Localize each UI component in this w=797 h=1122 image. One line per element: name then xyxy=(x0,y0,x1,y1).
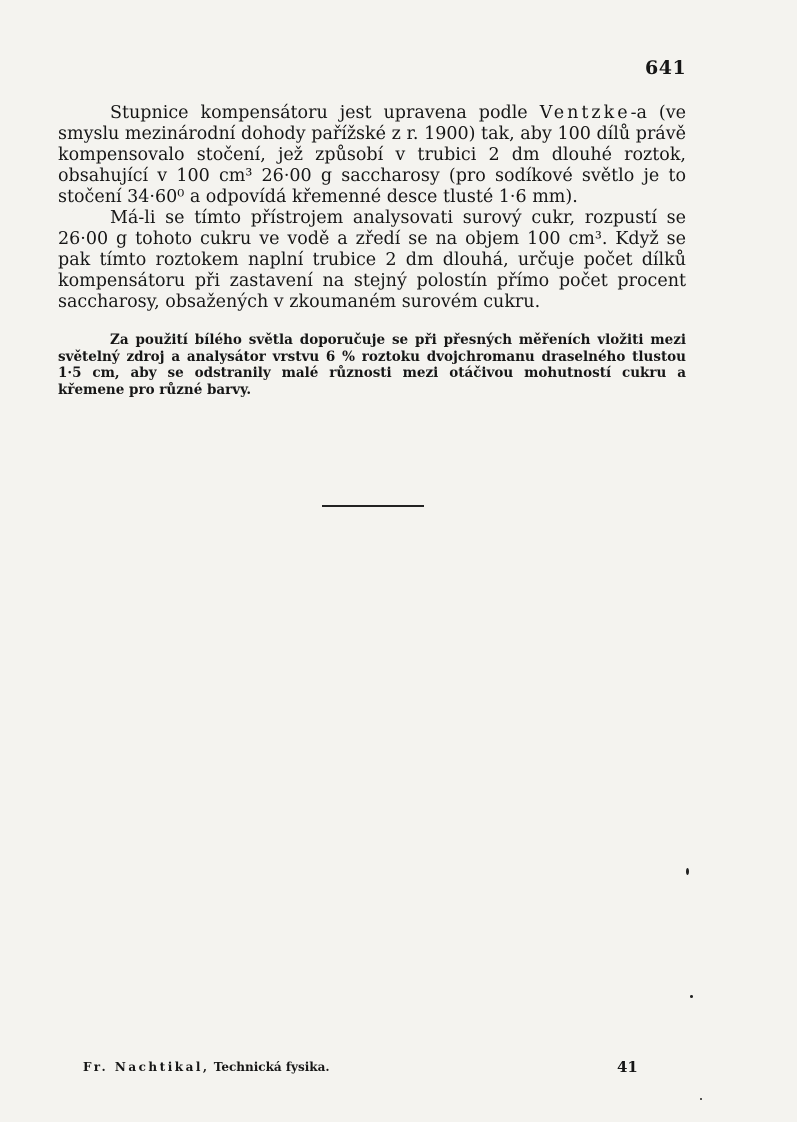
footer-author: Fr. Nachtikal, xyxy=(83,1060,210,1074)
signature-footer xyxy=(83,1060,330,1074)
paragraph-1-rest: -a (ve smyslu mezinárodní dohody pařížské z r. 1900) tak, aby 100 dílů právě kompensovalo stočení, jež způsobí v trubici 2 dm dlouhé roztok, obsahující v 100 cm³ 26·00 g saccharosy (pro sodíkové světlo je to stočení 34·60⁰ a odpovídá křemenné desce tlusté 1·6 mm). xyxy=(58,103,686,207)
footnote: Za použití bílého světla doporučuje se při přesných měřeních vložiti mezi světelný zdroj a analysátor vrstvu 6 % roztoku dvojchromanu draselného tlustou 1·5 cm, aby se odstranily malé různosti mezi otáčivou mohutností cukru a křemene pro různé barvy. xyxy=(58,332,686,398)
sheet-number: 41 xyxy=(617,1058,638,1076)
footer-title: Technická fysika. xyxy=(213,1060,330,1074)
section-divider xyxy=(322,505,424,507)
scan-speck xyxy=(686,868,689,875)
page-number: 641 xyxy=(645,57,687,79)
paragraph-1 xyxy=(58,103,686,208)
scan-speck xyxy=(700,1098,702,1100)
ventzke-name: Ventzke xyxy=(539,103,631,123)
scan-speck xyxy=(690,995,693,998)
paragraph-2: Má-li se tímto přístrojem analysovati surový cukr, rozpustí se 26·00 g tohoto cukru ve vodě a zředí se na objem 100 cm³. Když se pak tímto roztokem naplní trubice 2 dm dlouhá, určuje počet dílků kompensátoru při zastavení na stejný polostín přímo počet procent saccharosy, obsažených v zkoumaném surovém cukru. xyxy=(58,208,686,312)
paragraph-1-start: Stupnice kompensátoru jest upravena podle xyxy=(110,103,540,123)
main-text xyxy=(58,103,686,313)
